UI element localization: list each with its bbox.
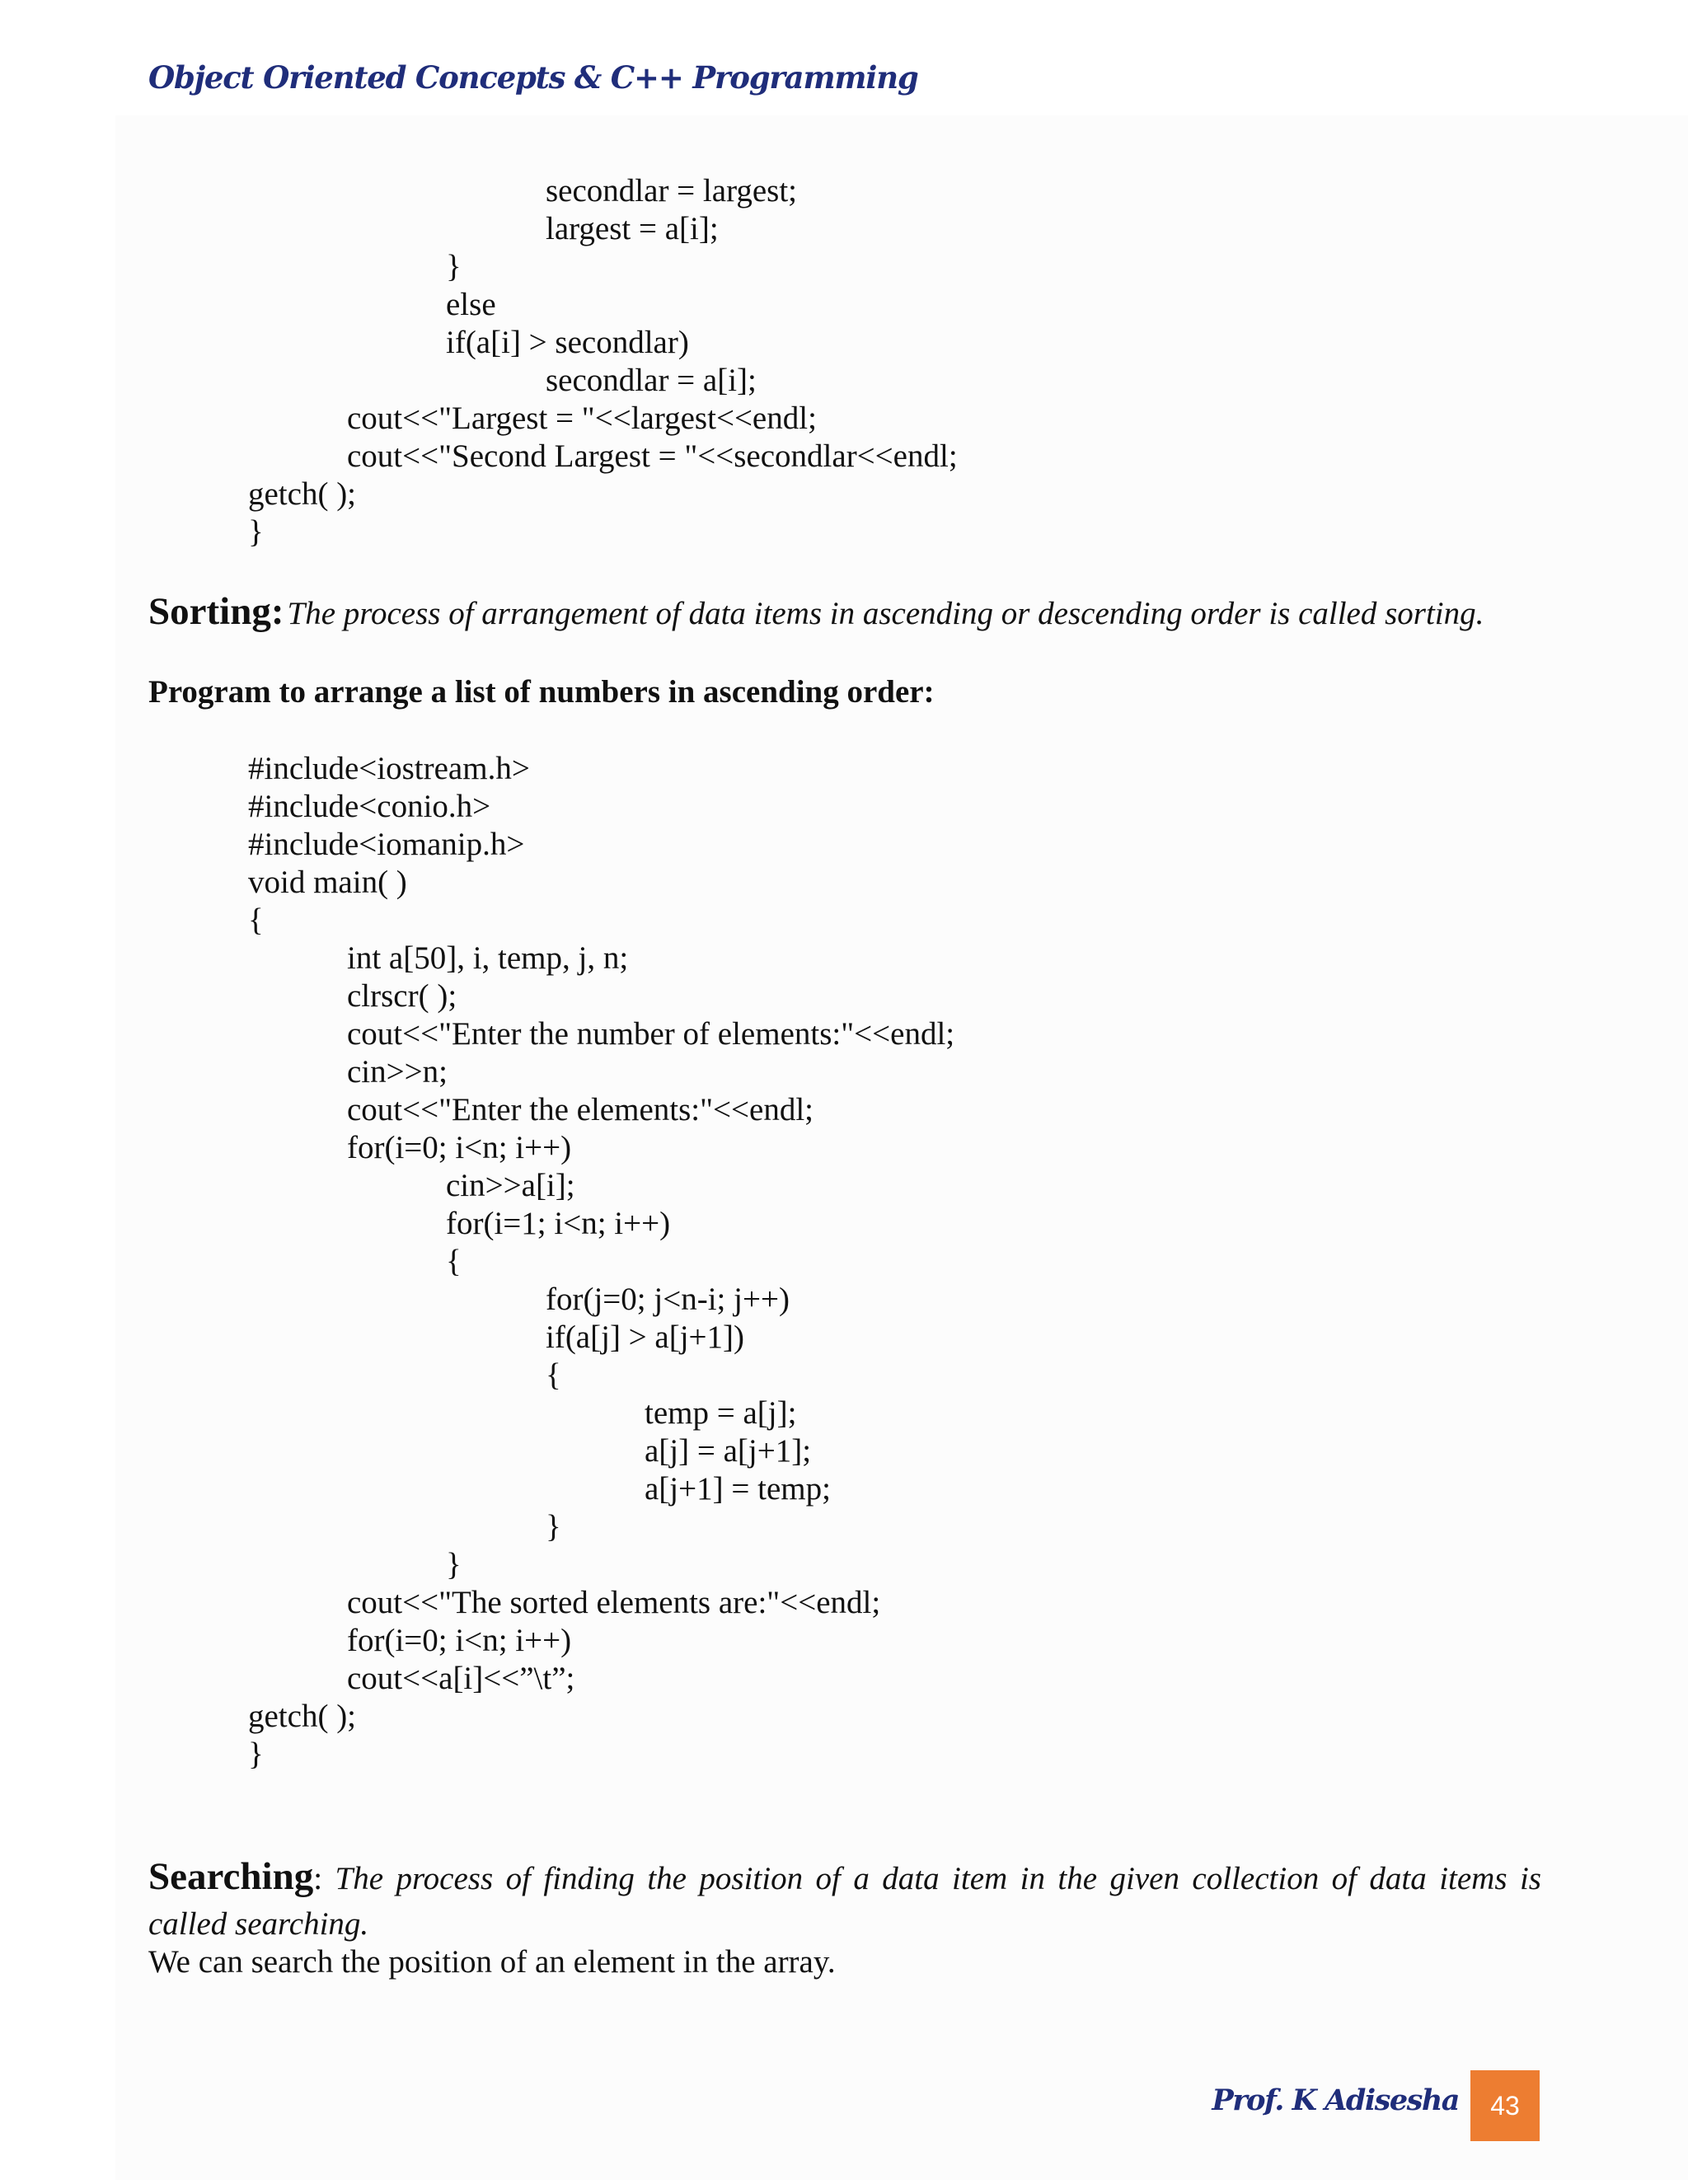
code-line: cout<<"The sorted elements are:"<<endl; [347, 1585, 881, 1620]
code-line: cout<<"Second Largest = "<<secondlar<<endl; [347, 438, 958, 474]
searching-note: We can search the position of an element in the array. [148, 1944, 836, 1980]
code-line: cout<<a[i]<<”\t”; [347, 1661, 575, 1696]
code-line: for(i=0; i<n; i++) [347, 1623, 572, 1658]
code-line: #include<iomanip.h> [248, 827, 525, 862]
sorting-definition: The process of arrangement of data items in ascending or descending order is called sorting. [287, 596, 1484, 631]
sorting-term: Sorting: [148, 590, 284, 633]
code-line: secondlar = a[i]; [546, 363, 757, 398]
code-line: } [446, 1547, 462, 1582]
code-line: cout<<"Enter the elements:"<<endl; [347, 1092, 814, 1127]
sorting-paragraph [148, 589, 1541, 634]
code-line: cout<<"Largest = "<<largest<<endl; [347, 401, 817, 436]
code-line: } [546, 1509, 561, 1544]
code-line: else [446, 287, 496, 322]
code-line: a[j] = a[j+1]; [645, 1433, 812, 1469]
code-line: int a[50], i, temp, j, n; [347, 940, 629, 976]
code-line: #include<iostream.h> [248, 751, 530, 786]
code-line: #include<conio.h> [248, 789, 491, 824]
code-line: for(j=0; j<n-i; j++) [546, 1282, 790, 1317]
code-line: secondlar = largest; [546, 173, 798, 209]
header-title: Object Oriented Concepts & C++ Programming [148, 59, 918, 96]
page-number: 43 [1470, 2070, 1540, 2141]
code-line: cin>>a[i]; [446, 1168, 575, 1203]
searching-term: Searching [148, 1855, 314, 1898]
code-line: a[j+1] = temp; [645, 1471, 831, 1507]
code-line: } [248, 514, 264, 550]
searching-paragraph [148, 1855, 1541, 1950]
code-line: } [446, 249, 462, 284]
code-line: clrscr( ); [347, 978, 457, 1014]
footer-author: Prof. K Adisesha [1212, 2083, 1459, 2117]
code-line: temp = a[j]; [645, 1395, 797, 1431]
code-line: { [546, 1357, 561, 1393]
code-line: { [446, 1244, 462, 1279]
code-line: getch( ); [248, 1699, 357, 1734]
code-line: largest = a[i]; [546, 211, 719, 246]
code-line: for(i=0; i<n; i++) [347, 1130, 572, 1165]
code-line: if(a[i] > secondlar) [446, 325, 689, 360]
code-line: for(i=1; i<n; i++) [446, 1206, 671, 1241]
code-line: getch( ); [248, 476, 357, 512]
code-line: if(a[j] > a[j+1]) [546, 1319, 745, 1355]
code-line: } [248, 1736, 264, 1772]
code-line: { [248, 902, 264, 938]
code-line: cin>>n; [347, 1054, 448, 1090]
searching-definition: The process of finding the position of a data item in the given collection of data items is called searching. [148, 1861, 1541, 1942]
code-line: void main( ) [248, 865, 407, 900]
code-line: cout<<"Enter the number of elements:"<<endl; [347, 1016, 955, 1052]
program-heading: Program to arrange a list of numbers in ascending order: [148, 674, 935, 710]
searching-colon: : [313, 1861, 335, 1896]
